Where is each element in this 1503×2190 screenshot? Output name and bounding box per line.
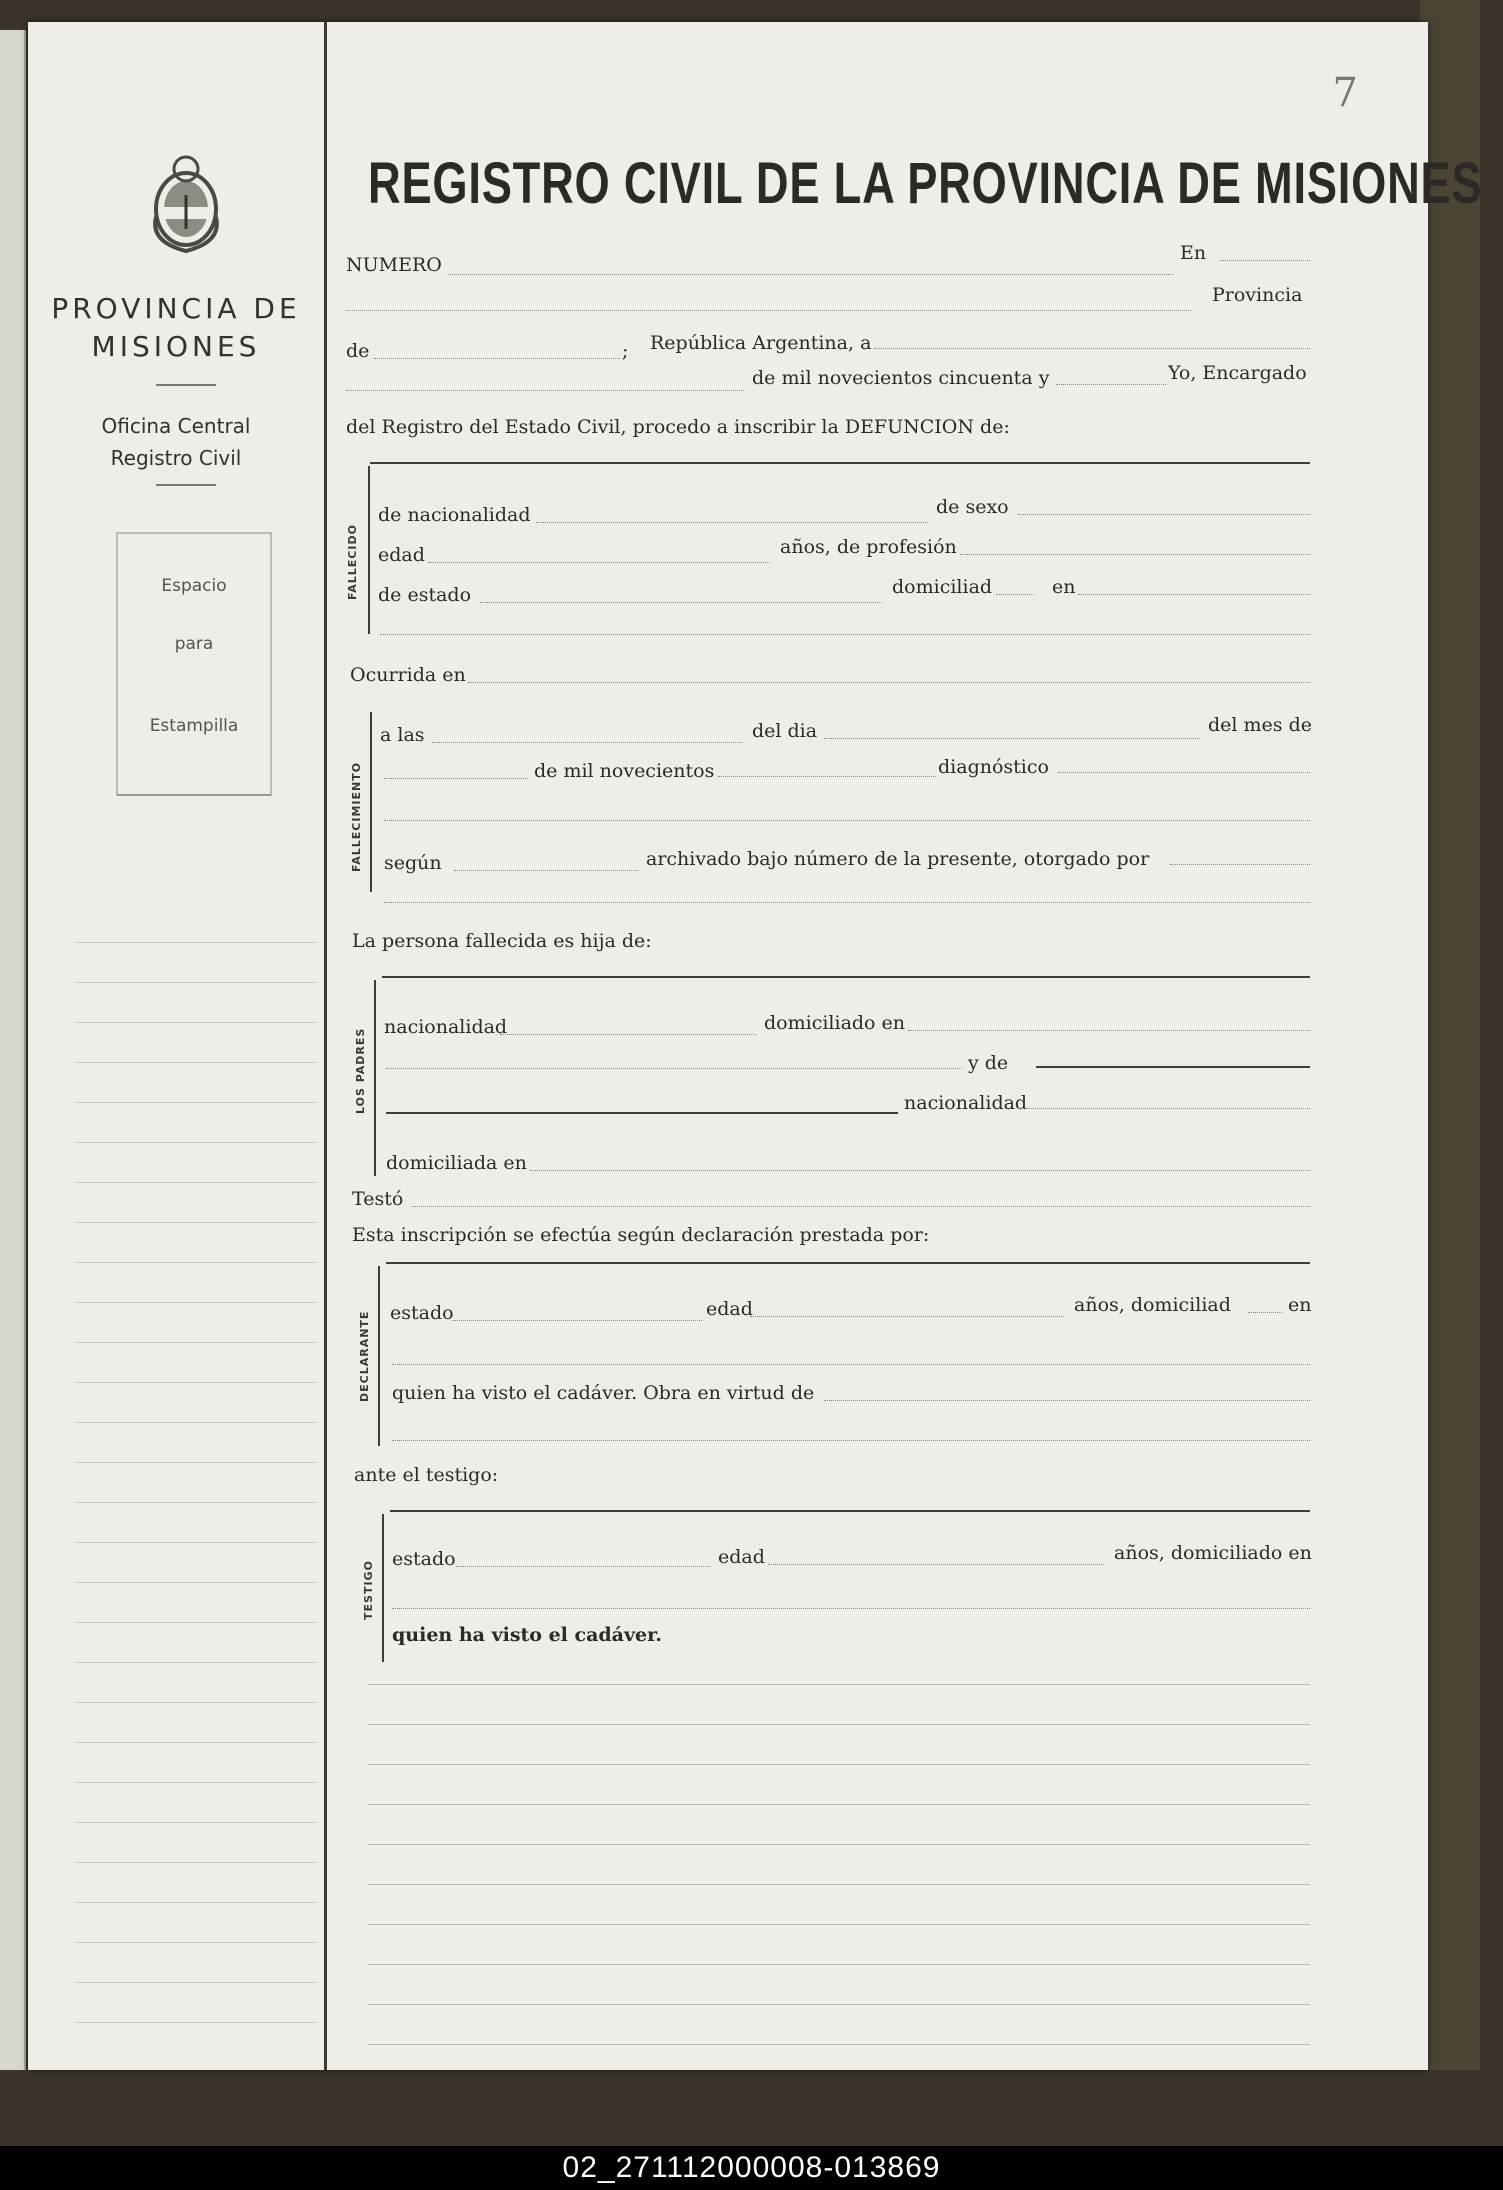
province-line-1: PROVINCIA DE xyxy=(51,292,301,325)
province-line-2: MISIONES xyxy=(91,330,261,363)
domiciliad-declarante-field xyxy=(1248,1312,1282,1313)
domiciliad-field xyxy=(996,594,1034,595)
blank-line xyxy=(368,1884,1310,1885)
sexo-field xyxy=(1018,514,1310,515)
page-number: 7 xyxy=(1332,70,1358,116)
margin-line xyxy=(76,1342,316,1343)
office-name xyxy=(28,410,324,474)
blank-line xyxy=(386,1068,962,1069)
margin-line xyxy=(76,1422,316,1423)
sidebar xyxy=(28,22,327,2070)
edad-declarante-field xyxy=(750,1316,1064,1317)
anios-domiciliad-label: años, domiciliad xyxy=(1074,1294,1231,1316)
estado-declarante-label: estado xyxy=(390,1302,454,1324)
margin-line xyxy=(76,1222,316,1223)
profesion-field xyxy=(960,554,1310,555)
fallecimiento-bracket xyxy=(370,712,372,892)
madre-name-line-2 xyxy=(386,1112,898,1114)
diagnostico-label: diagnóstico xyxy=(938,756,1049,778)
fecha-field-2 xyxy=(346,390,744,391)
blank-line xyxy=(392,1608,1310,1609)
margin-line xyxy=(76,1982,316,1983)
mil-cincuenta-label: de mil novecientos cincuenta y xyxy=(752,367,1050,389)
estado-field xyxy=(480,602,882,603)
en-field xyxy=(1220,260,1310,261)
anio-field xyxy=(1056,384,1166,385)
numero-label: NUMERO xyxy=(346,254,442,276)
edad-testigo-label: edad xyxy=(718,1546,765,1568)
domicilio-madre-field xyxy=(530,1170,1310,1171)
margin-line xyxy=(76,1582,316,1583)
nacionalidad-madre-field xyxy=(1018,1108,1310,1109)
dia-field xyxy=(824,738,1200,739)
previous-page-edge xyxy=(0,30,26,2070)
image-id-caption: 02_271112000008-013869 xyxy=(0,2146,1503,2190)
page-title: REGISTRO CIVIL DE LA PROVINCIA DE MISIONES xyxy=(368,151,1483,216)
del-mes-label: del mes de xyxy=(1208,714,1312,736)
blank-line xyxy=(368,2004,1310,2005)
margin-line xyxy=(76,1822,316,1823)
nacionalidad-field xyxy=(536,522,928,523)
fallecido-name-line xyxy=(370,462,1310,464)
margin-line xyxy=(76,1262,316,1263)
blank-line xyxy=(368,1684,1310,1685)
padres-label: LOS PADRES xyxy=(354,1027,367,1114)
padre-name-line xyxy=(382,976,1310,978)
blank-line xyxy=(368,1764,1310,1765)
margin-line xyxy=(76,1902,316,1903)
padres-bracket xyxy=(374,980,376,1176)
fecha-field xyxy=(874,348,1310,349)
margin-line xyxy=(76,1022,316,1023)
estado-testigo-field xyxy=(456,1566,710,1567)
testo-field xyxy=(412,1206,1310,1207)
nacionalidad-madre-label: nacionalidad xyxy=(904,1092,1028,1114)
declarante-bracket xyxy=(378,1266,380,1446)
declarante-name-line xyxy=(386,1262,1310,1264)
edad-label: edad xyxy=(378,544,425,566)
blank-line xyxy=(384,902,1310,903)
en-label: En xyxy=(1180,242,1207,264)
hija-de-label: La persona fallecida es hija de: xyxy=(352,930,652,952)
nacionalidad-padre-field xyxy=(500,1034,756,1035)
mes-field xyxy=(384,778,528,779)
anios-domiciliado-label: años, domiciliado en xyxy=(1114,1542,1312,1564)
obra-field xyxy=(824,1400,1310,1401)
en-declarante-label: en xyxy=(1288,1294,1312,1316)
divider xyxy=(156,384,216,386)
margin-line xyxy=(76,982,316,983)
blank-line xyxy=(368,1924,1310,1925)
yo-encargado-label: Yo, Encargado xyxy=(1168,362,1307,384)
margin-line xyxy=(76,1542,316,1543)
segun-label: según xyxy=(384,852,442,874)
numero-field xyxy=(448,274,1173,275)
domiciliada-en-label: domiciliada en xyxy=(386,1152,527,1174)
estado-label: de estado xyxy=(378,584,472,606)
testigo-label: TESTIGO xyxy=(362,1560,375,1620)
hora-field xyxy=(432,742,742,743)
declaracion-label: Esta inscripción se efectúa según declaración prestada por: xyxy=(352,1224,930,1246)
domiciliad-label: domiciliad xyxy=(892,576,993,598)
blank-line xyxy=(368,2044,1310,2045)
coat-of-arms-icon xyxy=(146,147,226,257)
en-label: en xyxy=(1052,576,1076,598)
ante-testigo-label: ante el testigo: xyxy=(354,1464,499,1486)
stamp-label-3: Estampilla xyxy=(149,716,239,736)
archivado-label: archivado bajo número de la presente, otorgado por xyxy=(646,848,1150,870)
blank-line xyxy=(368,1724,1310,1725)
domicilio-padre-field xyxy=(908,1030,1310,1031)
stamp-box xyxy=(116,532,272,796)
margin-line xyxy=(76,1622,316,1623)
office-line-2: Registro Civil xyxy=(110,446,242,470)
anios-profesion-label: años, de profesión xyxy=(780,536,957,558)
margin-line xyxy=(76,1742,316,1743)
y-de-label: y de xyxy=(968,1052,1009,1074)
provincia-label: Provincia xyxy=(1212,284,1303,306)
domiciliado-en-label: domiciliado en xyxy=(764,1012,906,1034)
edad-testigo-field xyxy=(768,1564,1104,1565)
semicolon: ; xyxy=(622,340,629,362)
segun-field xyxy=(454,870,638,871)
diagnostico-field xyxy=(1058,772,1310,773)
stamp-label-1: Espacio xyxy=(161,576,227,596)
book-cover-edge xyxy=(1420,0,1480,2070)
margin-line xyxy=(76,1662,316,1663)
margin-line xyxy=(76,1862,316,1863)
anio-field xyxy=(718,776,936,777)
mil-novecientos-label: de mil novecientos xyxy=(534,760,715,782)
estado-declarante-field xyxy=(452,1320,702,1321)
margin-line xyxy=(76,1182,316,1183)
republica-label: República Argentina, a xyxy=(650,332,872,354)
declarante-label: DECLARANTE xyxy=(358,1310,371,1402)
ocurrida-field xyxy=(468,682,1310,683)
blank-line xyxy=(346,310,1191,311)
office-line-1: Oficina Central xyxy=(101,414,251,438)
quien-testigo-label: quien ha visto el cadáver. xyxy=(392,1624,662,1646)
margin-line xyxy=(76,1942,316,1943)
blank-line xyxy=(380,634,1310,635)
province-name xyxy=(28,290,324,366)
testo-label: Testó xyxy=(352,1188,404,1210)
margin-line xyxy=(76,1502,316,1503)
margin-line xyxy=(76,1142,316,1143)
fallecido-bracket xyxy=(368,466,370,634)
de-field xyxy=(374,358,620,359)
margin-line xyxy=(76,1062,316,1063)
del-dia-label: del dia xyxy=(752,720,818,742)
de-label: de xyxy=(346,340,370,362)
edad-declarante-label: edad xyxy=(706,1298,753,1320)
margin-line xyxy=(76,942,316,943)
testigo-name-line xyxy=(390,1510,1310,1512)
margin-line xyxy=(76,1462,316,1463)
otorgado-field xyxy=(1170,864,1310,865)
blank-line xyxy=(368,1844,1310,1845)
inscribir-label: del Registro del Estado Civil, procedo a inscribir la DEFUNCION de: xyxy=(346,416,1010,438)
blank-line xyxy=(384,820,1310,821)
stamp-label-2: para xyxy=(174,634,214,654)
divider xyxy=(156,484,216,486)
fallecido-label: FALLECIDO xyxy=(346,524,359,600)
estado-testigo-label: estado xyxy=(392,1548,456,1570)
blank-line xyxy=(392,1364,1310,1365)
domicilio-field xyxy=(1078,594,1310,595)
edad-field xyxy=(428,562,770,563)
margin-line xyxy=(76,1382,316,1383)
sexo-label: de sexo xyxy=(936,496,1009,518)
margin-line xyxy=(76,1102,316,1103)
madre-name-line xyxy=(1036,1066,1310,1068)
register-page xyxy=(28,22,1483,2070)
nacionalidad-label: de nacionalidad xyxy=(378,504,531,526)
blank-line xyxy=(368,1804,1310,1805)
a-las-label: a las xyxy=(380,724,425,746)
blank-line xyxy=(368,1964,1310,1965)
quien-obra-label: quien ha visto el cadáver. Obra en virtud de xyxy=(392,1382,815,1404)
ocurrida-label: Ocurrida en xyxy=(350,664,466,686)
margin-line xyxy=(76,1302,316,1303)
margin-line xyxy=(76,1702,316,1703)
nacionalidad-padre-label: nacionalidad xyxy=(384,1016,508,1038)
margin-line xyxy=(76,1782,316,1783)
testigo-bracket xyxy=(382,1514,384,1662)
fallecimiento-label: FALLECIMIENTO xyxy=(350,761,363,872)
blank-line xyxy=(392,1440,1310,1441)
margin-line xyxy=(76,2022,316,2023)
